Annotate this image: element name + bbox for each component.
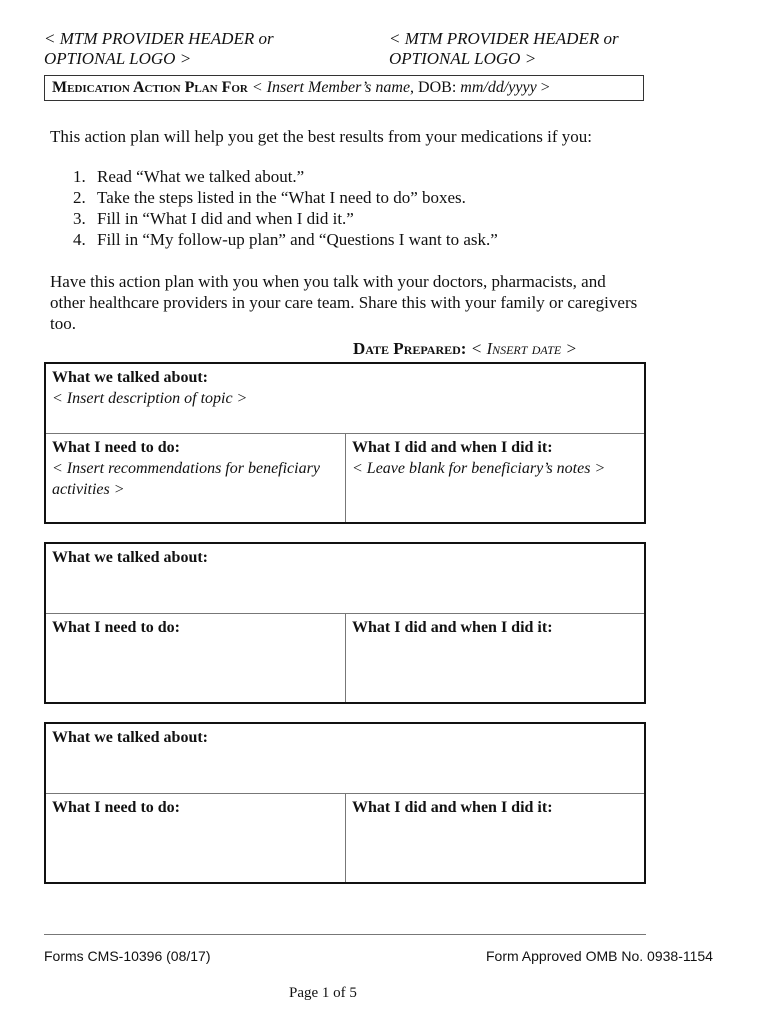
action-card-2 — [44, 542, 646, 704]
talked-about-section[interactable] — [46, 544, 644, 614]
provider-header-right-line1: < MTM PROVIDER HEADER or — [389, 29, 619, 48]
step-item: 2. Take the steps listed in the “What I need to do” boxes. — [73, 188, 466, 207]
need-to-do-label: What I need to do: — [52, 439, 181, 456]
provider-header-right-line2: OPTIONAL LOGO > — [389, 49, 537, 68]
need-to-do-label: What I need to do: — [52, 799, 181, 816]
need-to-do-section[interactable] — [46, 434, 346, 522]
form-number: Forms CMS-10396 (08/17) — [44, 948, 211, 964]
provider-header-left-line1: < MTM PROVIDER HEADER or — [44, 29, 274, 48]
date-prepared-label: Date Prepared: — [353, 339, 467, 358]
did-when-section[interactable] — [346, 434, 644, 522]
talked-about-section[interactable] — [46, 364, 644, 434]
talked-about-label: What we talked about: — [52, 369, 209, 386]
omb-approval: Form Approved OMB No. 0938-1154 — [486, 948, 713, 964]
step-item: 3. Fill in “What I did and when I did it.” — [73, 209, 354, 228]
topic-placeholder: < Insert description of topic > — [52, 390, 248, 407]
did-when-label: What I did and when I did it: — [352, 619, 553, 636]
intro-text: This action plan will help you get the best results from your medications if you: — [50, 127, 593, 146]
provider-header-left — [44, 29, 274, 69]
step-item: 1. Read “What we talked about.” — [73, 167, 305, 186]
recommendations-placeholder: < Insert recommendations for beneficiary activities > — [52, 460, 320, 498]
provider-header-right — [389, 29, 619, 69]
did-when-section[interactable] — [346, 794, 644, 882]
need-to-do-label: What I need to do: — [52, 619, 181, 636]
plan-title-box — [44, 75, 644, 101]
action-card-3 — [44, 722, 646, 884]
notes-placeholder: < Leave blank for beneficiary’s notes > — [352, 460, 606, 477]
did-when-label: What I did and when I did it: — [352, 799, 553, 816]
title-close: > — [536, 79, 550, 96]
dob-placeholder: mm/dd/yyyy — [460, 79, 537, 96]
provider-header-left-line2: OPTIONAL LOGO > — [44, 49, 192, 68]
action-card-1 — [44, 362, 646, 524]
did-when-label: What I did and when I did it: — [352, 439, 553, 456]
care-team-text: Have this action plan with you when you talk with your doctors, pharmacists, and other healthcare providers in your care team. Share this with your family or caregivers too. — [50, 272, 638, 333]
date-prepared-placeholder: < Insert date > — [470, 339, 577, 358]
date-prepared — [353, 338, 577, 360]
did-when-section[interactable] — [346, 614, 644, 702]
page-number: Page 1 of 5 — [289, 985, 357, 1001]
talked-about-section[interactable] — [46, 724, 644, 794]
need-to-do-section[interactable] — [46, 614, 346, 702]
member-name-placeholder: < Insert Member’s name — [251, 79, 411, 96]
talked-about-label: What we talked about: — [52, 729, 209, 746]
footer-divider — [44, 934, 646, 935]
instruction-steps — [73, 166, 653, 250]
talked-about-label: What we talked about: — [52, 549, 209, 566]
plan-title-label: Medication Action Plan For — [52, 79, 248, 96]
dob-label: , DOB: — [410, 79, 461, 96]
need-to-do-section[interactable] — [46, 794, 346, 882]
step-item: 4. Fill in “My follow-up plan” and “Questions I want to ask.” — [73, 230, 498, 249]
